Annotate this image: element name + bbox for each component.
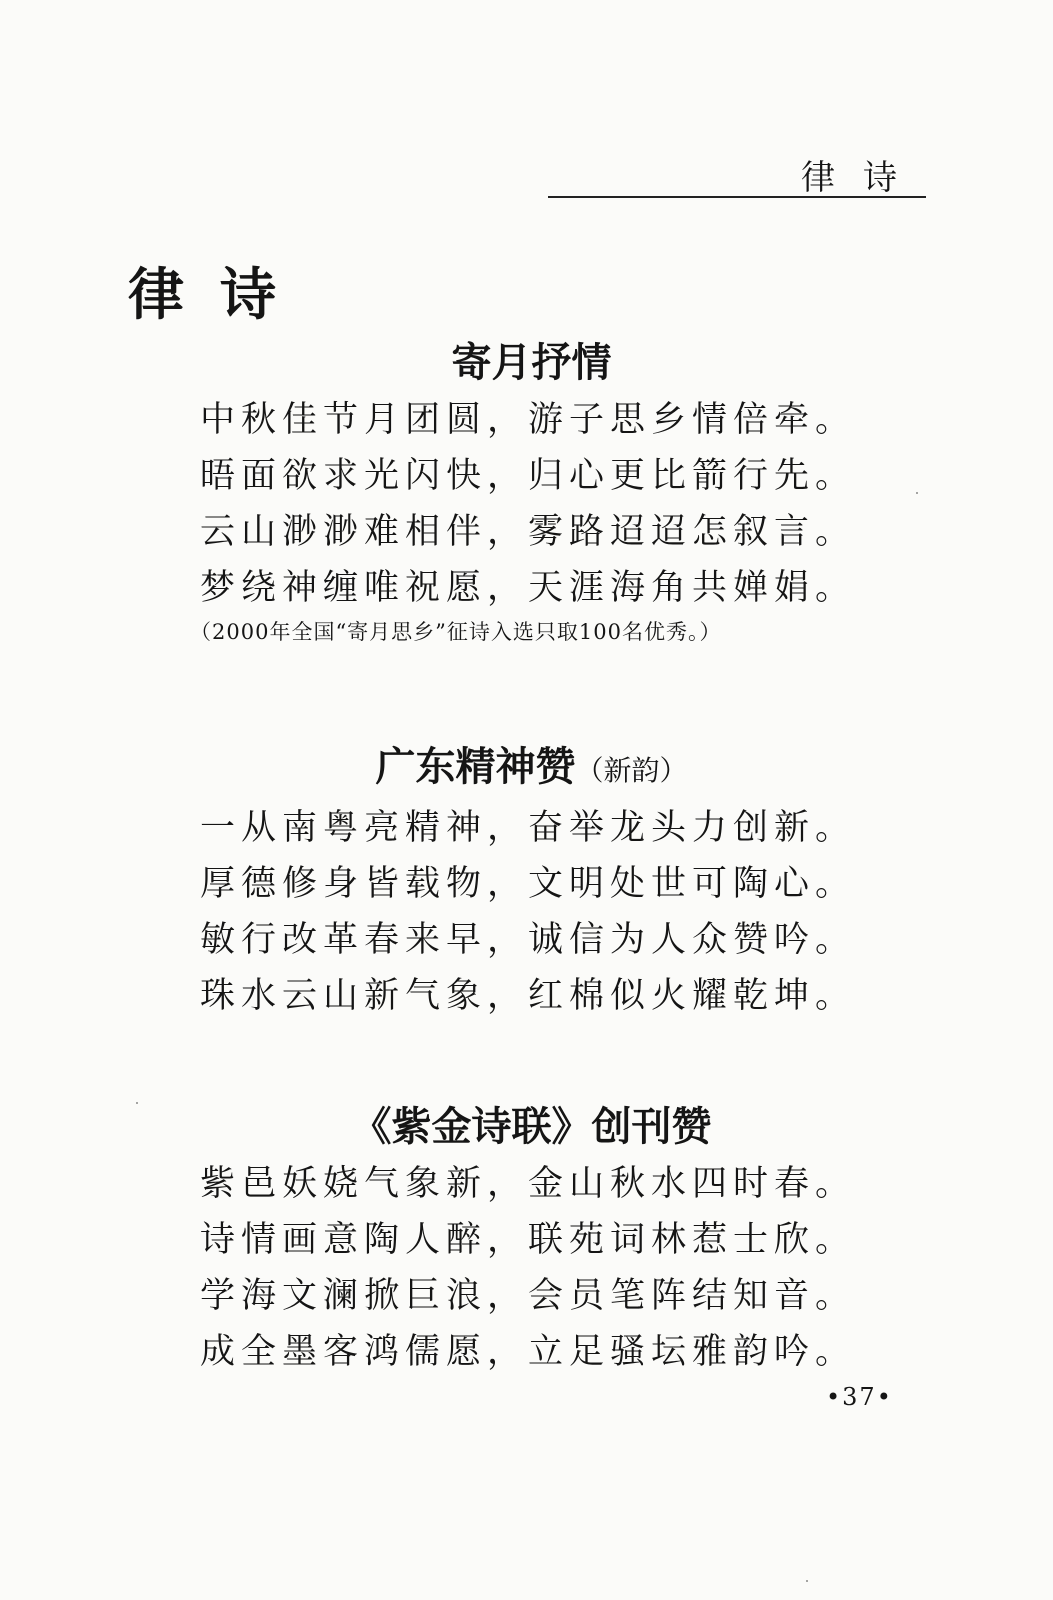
poem-line: 学海文澜掀巨浪，会员笔阵结知音。 xyxy=(200,1276,857,1316)
poem-line: 云山渺渺难相伴，雾路迢迢怎叙言。 xyxy=(200,512,857,552)
poem-line: 敏行改革春来早，诚信为人众赞吟。 xyxy=(200,920,857,960)
poem-line: 晤面欲求光闪快，归心更比箭行先。 xyxy=(200,456,857,496)
scan-speck xyxy=(136,1102,138,1104)
poem-subtitle: （新韵） xyxy=(575,754,688,787)
poem-1 xyxy=(0,338,1053,648)
poem-lines xyxy=(200,1156,1053,1380)
scan-speck xyxy=(916,492,918,494)
header-rule xyxy=(548,196,926,198)
scan-speck xyxy=(806,1580,808,1582)
poem-2 xyxy=(0,742,1053,1024)
poem-3 xyxy=(0,1102,1053,1380)
poem-title: 寄月抒情 xyxy=(451,339,612,386)
poem-line: 厚德修身皆载物，文明处世可陶心。 xyxy=(200,864,857,904)
page-number: •37• xyxy=(826,1383,893,1411)
poem-title-text: 广东精神赞 xyxy=(375,743,576,790)
poem-note: （2000年全国“寄月思乡”征诗入选只取100名优秀。） xyxy=(190,620,722,644)
poem-line: 中秋佳节月团圆，游子思乡情倍牵。 xyxy=(200,400,857,440)
section-title: 律诗 xyxy=(128,262,312,328)
poem-line: 梦绕神缠唯祝愿，天涯海角共婵娟。 xyxy=(200,568,857,608)
poem-title: 《紫金诗联》创刊赞 xyxy=(351,1103,712,1150)
poem-lines xyxy=(190,392,1053,648)
poem-line: 珠水云山新气象，红棉似火耀乾坤。 xyxy=(200,976,857,1016)
poem-lines xyxy=(200,800,1053,1024)
poem-line: 紫邑妖娆气象新，金山秋水四时春。 xyxy=(200,1164,857,1204)
poem-line: 成全墨客鸿儒愿，立足骚坛雅韵吟。 xyxy=(200,1332,857,1372)
poem-line: 一从南粤亮精神，奋举龙头力创新。 xyxy=(200,808,857,848)
poem-line: 诗情画意陶人醉，联苑词林惹士欣。 xyxy=(200,1220,857,1260)
poem-title xyxy=(10,742,1053,796)
running-header: 律诗 xyxy=(801,158,925,198)
